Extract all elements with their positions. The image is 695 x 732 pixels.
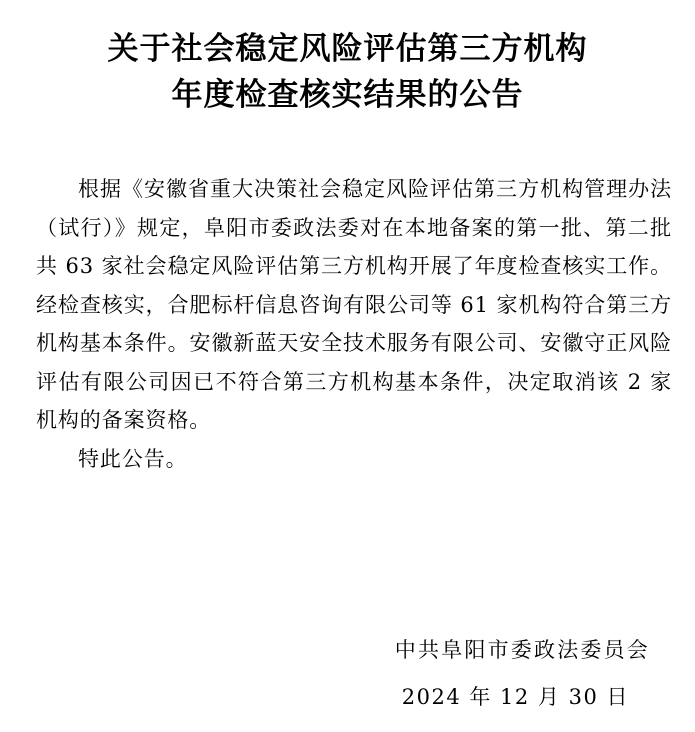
notice-title-line-1: 关于社会稳定风险评估第三方机构: [107, 31, 588, 67]
notice-body: [36, 170, 672, 478]
issuer-signature: 中共阜阳市委政法委员会: [394, 638, 650, 662]
notice-paragraph-main: 根据《安徽省重大决策社会稳定风险评估第三方机构管理办法（试行）》规定，阜阳市委政法委对在本地备案的第一批、第二批共 63 家社会稳定风险评估第三方机构开展了年度检查核实工作。经检查核实，合肥标杆信息咨询有限公司等 61 家机构符合第三方机构基本条件。安徽新蓝天安全技术服务有限公司、安徽守正风险评估有限公司因已不符合第三方机构基本条件，决定取消该 2 家机构的备案资格。: [36, 177, 672, 432]
notice-paragraph-closing: 特此公告。: [78, 446, 188, 471]
issue-date: 2024 年 12 月 30 日: [401, 685, 629, 709]
notice-title-line-2: 年度检查核实结果的公告: [171, 77, 524, 113]
